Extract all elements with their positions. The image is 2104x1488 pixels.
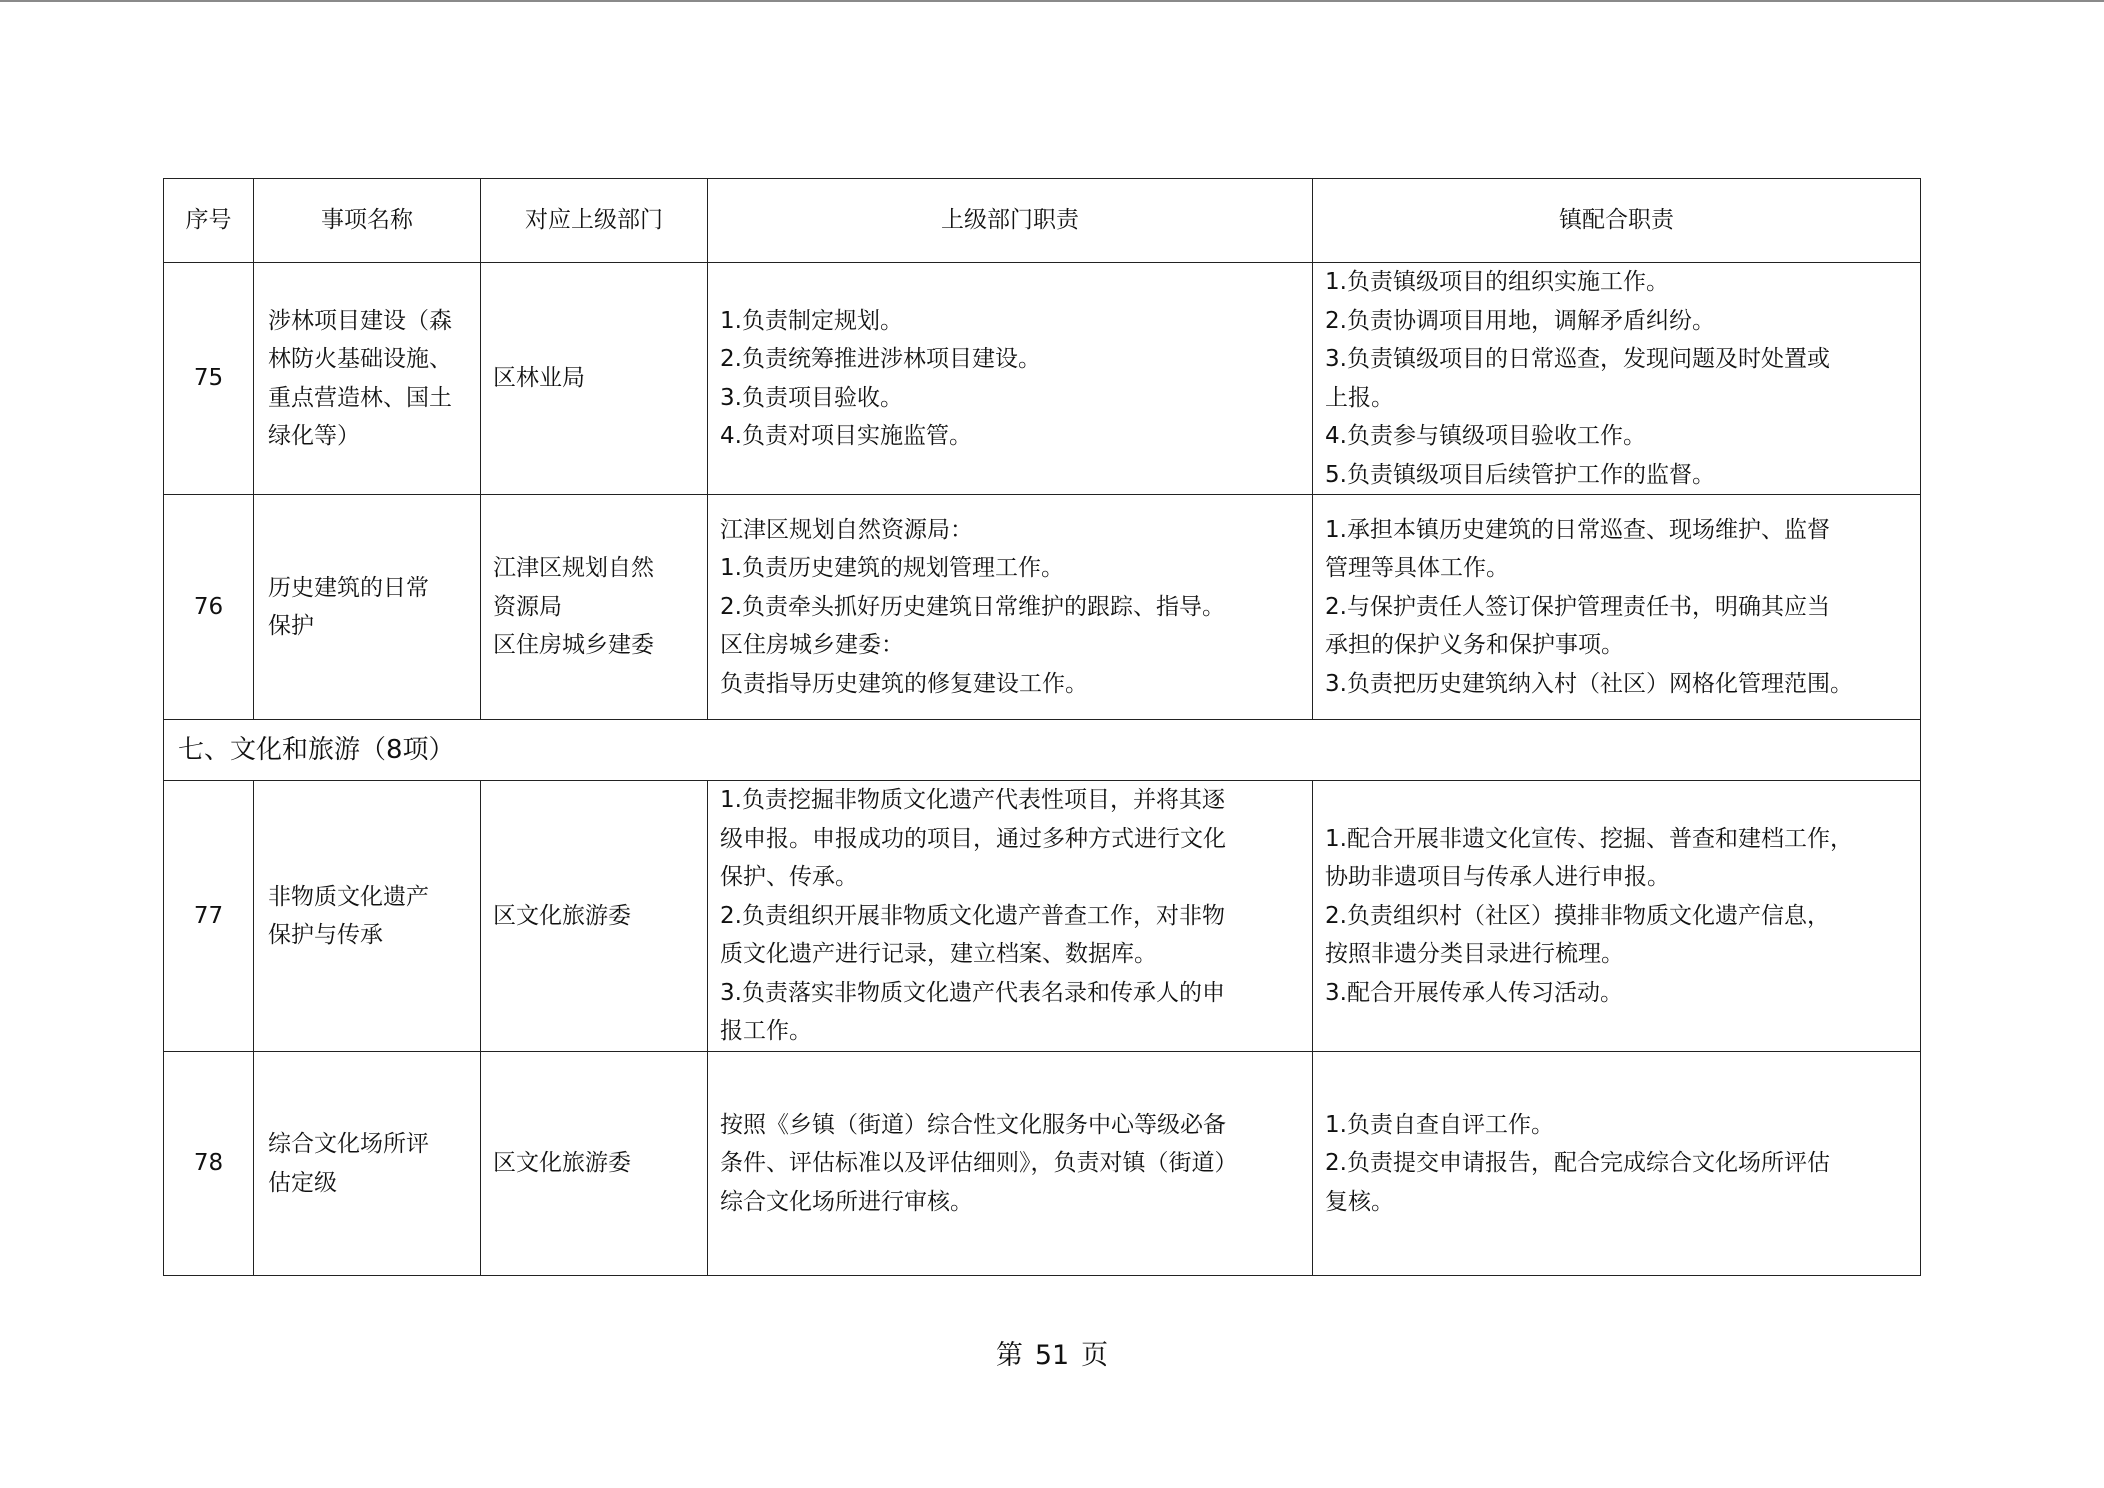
text-line: 1.负责挖掘非物质文化遗产代表性项目，并将其逐: [720, 787, 1225, 814]
page-number: [0, 1333, 2104, 1372]
upper-dept-cell: [481, 495, 708, 720]
row-no: 77: [164, 781, 254, 1052]
text-line: 质文化遗产进行记录，建立档案、数据库。: [720, 941, 1157, 968]
text-line: 综合文化场所进行审核。: [720, 1188, 973, 1215]
table-row: [164, 781, 1921, 1052]
item-name-cell: [254, 495, 481, 720]
upper-duty-cell: [708, 495, 1313, 720]
item-name-cell: [254, 263, 481, 495]
text-line: 绿化等）: [268, 423, 360, 449]
header-town-duty: 镇配合职责: [1313, 179, 1921, 263]
text-line: 负责指导历史建筑的修复建设工作。: [720, 670, 1088, 697]
text-line: 2.与保护责任人签订保护管理责任书，明确其应当: [1325, 593, 1830, 620]
upper-dept-cell: [481, 263, 708, 495]
text-line: 历史建筑的日常: [268, 574, 429, 601]
text-line: 重点营造林、国土: [268, 384, 452, 411]
town-duty-cell: [1313, 495, 1921, 720]
upper-dept-cell: [481, 1052, 708, 1276]
item-name-cell: [254, 1052, 481, 1276]
text-line: 区文化旅游委: [493, 902, 631, 929]
text-line: 资源局: [493, 593, 562, 620]
text-line: 1.负责制定规划。: [720, 307, 903, 334]
text-line: 3.配合开展传承人传习活动。: [1325, 979, 1623, 1006]
page-prefix: 第: [995, 1340, 1023, 1371]
text-line: 2.负责统筹推进涉林项目建设。: [720, 346, 1041, 372]
row-no: 76: [164, 495, 254, 720]
text-line: 综合文化场所评: [268, 1131, 429, 1157]
town-duty-cell: [1313, 1052, 1921, 1276]
upper-dept-cell: [481, 781, 708, 1052]
text-line: 承担的保护义务和保护事项。: [1325, 632, 1624, 659]
page-number-value: 51: [1034, 1340, 1070, 1371]
town-duty-cell: [1313, 263, 1921, 495]
text-line: 按照《乡镇（街道）综合性文化服务中心等级必备: [720, 1111, 1226, 1138]
table-row: [164, 263, 1921, 495]
text-line: 3.负责镇级项目的日常巡查，发现问题及时处置或: [1325, 346, 1830, 372]
section-title: 七、文化和旅游（8项）: [164, 720, 1921, 781]
page-top-edge: [0, 0, 2104, 2]
text-line: 2.负责提交申请报告，配合完成综合文化场所评估: [1325, 1150, 1830, 1177]
text-line: 区文化旅游委: [493, 1150, 631, 1177]
text-line: 报工作。: [720, 1018, 812, 1045]
text-line: 4.负责对项目实施监管。: [720, 423, 972, 449]
text-line: 协助非遗项目与传承人进行申报。: [1325, 864, 1670, 891]
text-line: 管理等具体工作。: [1325, 555, 1509, 582]
town-duty-cell: [1313, 781, 1921, 1052]
text-line: 保护与传承: [268, 922, 383, 948]
text-line: 5.负责镇级项目后续管护工作的监督。: [1325, 461, 1715, 488]
text-line: 保护: [268, 613, 314, 639]
upper-duty-cell: [708, 263, 1313, 495]
text-line: 2.负责组织开展非物质文化遗产普查工作，对非物: [720, 902, 1225, 929]
section-header-row: [164, 720, 1921, 781]
text-line: 上报。: [1325, 384, 1394, 411]
text-line: 区林业局: [493, 365, 585, 392]
text-line: 涉林项目建设（森: [268, 307, 452, 334]
item-name-cell: [254, 781, 481, 1052]
text-line: 2.负责组织村（社区）摸排非物质文化遗产信息，: [1325, 902, 1830, 929]
text-line: 3.负责项目验收。: [720, 384, 903, 411]
header-item-name: 事项名称: [254, 179, 481, 263]
text-line: 按照非遗分类目录进行梳理。: [1325, 941, 1624, 968]
text-line: 估定级: [268, 1169, 337, 1196]
text-line: 江津区规划自然资源局：: [720, 516, 973, 543]
text-line: 区住房城乡建委：: [720, 632, 904, 659]
table-row: [164, 1052, 1921, 1276]
upper-duty-cell: [708, 781, 1313, 1052]
text-line: 1.负责自查自评工作。: [1325, 1111, 1554, 1138]
text-line: 复核。: [1325, 1188, 1394, 1215]
text-line: 区住房城乡建委: [493, 632, 654, 659]
text-line: 4.负责参与镇级项目验收工作。: [1325, 423, 1646, 449]
row-no: 75: [164, 263, 254, 495]
duty-table: [163, 178, 1921, 1276]
text-line: 2.负责协调项目用地，调解矛盾纠纷。: [1325, 307, 1715, 334]
text-line: 级申报。申报成功的项目，通过多种方式进行文化: [720, 825, 1226, 852]
text-line: 1.负责历史建筑的规划管理工作。: [720, 555, 1064, 582]
header-upper-dept: 对应上级部门: [481, 179, 708, 263]
text-line: 1.承担本镇历史建筑的日常巡查、现场维护、监督: [1325, 516, 1830, 543]
text-line: 保护、传承。: [720, 864, 858, 891]
row-no: 78: [164, 1052, 254, 1276]
text-line: 江津区规划自然: [493, 555, 654, 582]
text-line: 3.负责落实非物质文化遗产代表名录和传承人的申: [720, 979, 1225, 1006]
text-line: 2.负责牵头抓好历史建筑日常维护的跟踪、指导。: [720, 593, 1225, 620]
upper-duty-cell: [708, 1052, 1313, 1276]
text-line: 条件、评估标准以及评估细则》，负责对镇（街道）: [720, 1150, 1238, 1177]
text-line: 1.配合开展非遗文化宣传、挖掘、普查和建档工作，: [1325, 825, 1853, 852]
header-upper-duty: 上级部门职责: [708, 179, 1313, 263]
header-no: 序号: [164, 179, 254, 263]
text-line: 3.负责把历史建筑纳入村（社区）网格化管理范围。: [1325, 670, 1853, 697]
table-header-row: [164, 179, 1921, 263]
text-line: 1.负责镇级项目的组织实施工作。: [1325, 269, 1669, 295]
page-suffix: 页: [1081, 1340, 1109, 1371]
table-row: [164, 495, 1921, 720]
text-line: 非物质文化遗产: [268, 883, 429, 910]
text-line: 林防火基础设施、: [268, 346, 452, 372]
